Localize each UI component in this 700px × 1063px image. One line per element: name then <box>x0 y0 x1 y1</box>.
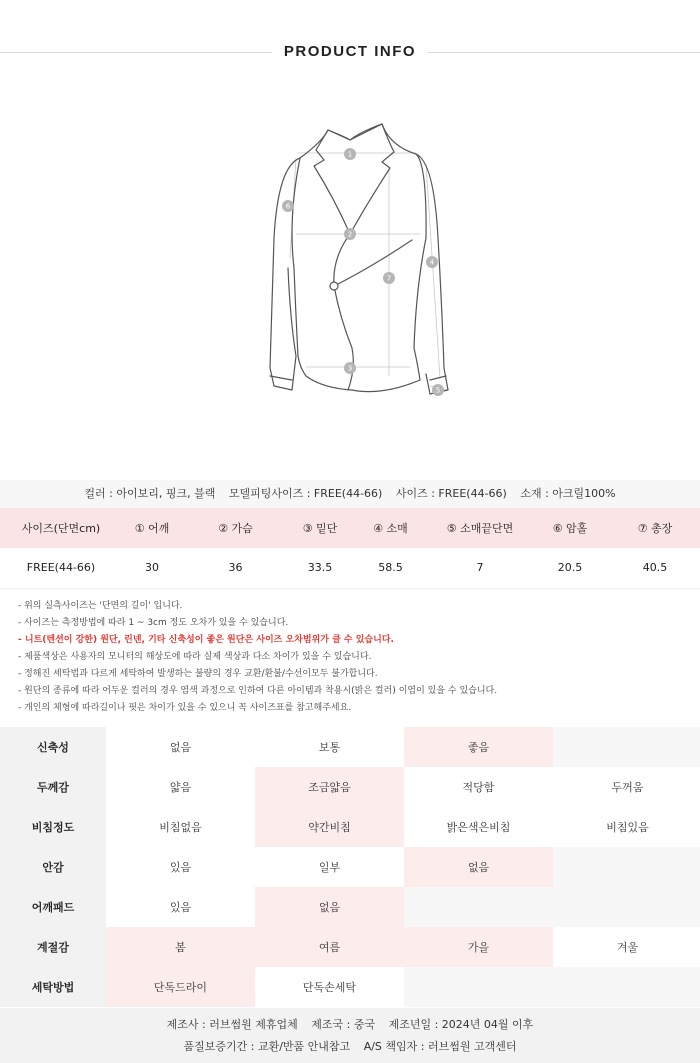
note-item: - 위의 실측사이즈는 '단면의 길이' 입니다. <box>18 601 183 611</box>
attribute-label: 계절감 <box>0 927 106 967</box>
size-table-row <box>0 548 700 588</box>
attribute-option: 보통 <box>318 741 341 754</box>
sleeve-col-header: ④ 소매 <box>351 508 430 548</box>
size-col-header: 사이즈(단면cm) <box>0 508 122 548</box>
product-info-header <box>0 0 700 80</box>
product-summary <box>0 480 700 508</box>
attribute-option: 일부 <box>318 861 341 874</box>
marker-5: 5 <box>435 386 441 395</box>
attribute-row <box>0 927 700 967</box>
attribute-option-selected: 봄 <box>106 927 255 967</box>
attribute-option: 겨울 <box>616 941 639 954</box>
marker-3: 3 <box>347 364 353 373</box>
attribute-option: 단독손세탁 <box>302 981 357 994</box>
attribute-option: 비침없음 <box>159 821 202 834</box>
attribute-option-selected: 없음 <box>404 847 553 887</box>
attribute-row <box>0 807 700 847</box>
attribute-option: 두꺼움 <box>611 781 644 794</box>
attribute-option <box>553 847 700 887</box>
footer-warranty: 품질보증기간 : 교환/반품 안내참고 <box>183 1040 351 1053</box>
summary-color: 컬러 : 아이보리, 핑크, 블랙 <box>84 487 216 500</box>
hem-cell: 33.5 <box>289 548 351 588</box>
attribute-option-selected: 단독드라이 <box>106 967 255 1007</box>
attribute-option: 얇음 <box>169 781 192 794</box>
note-item: - 원단의 종류에 따라 어두운 컬러의 경우 염색 과정으로 인하여 다른 아이템과 착용시(밝은 컬러) 이염이 있을 수 있습니다. <box>18 686 498 696</box>
attribute-option <box>553 967 700 1007</box>
attribute-row <box>0 967 700 1007</box>
attribute-option-selected: 좋음 <box>404 727 553 767</box>
note-item: - 개인의 체형에 따라길이나 핏은 차이가 있을 수 있으니 꼭 사이즈표를 참고해주세요. <box>18 703 352 713</box>
size-table <box>0 508 700 589</box>
length-col-header: ⑦ 총장 <box>610 508 700 548</box>
summary-material: 소재 : 아크릴100% <box>520 487 616 500</box>
attribute-option <box>553 727 700 767</box>
size-cell: FREE(44-66) <box>0 548 122 588</box>
attribute-option: 적당함 <box>462 781 495 794</box>
attribute-option <box>404 967 553 1007</box>
cuff-col-header: ⑤ 소매끝단면 <box>430 508 530 548</box>
attribute-option-selected: 조금얇음 <box>255 767 404 807</box>
marker-4: 4 <box>429 258 435 267</box>
note-item: - 사이즈는 측정방법에 따라 1 ~ 3cm 정도 오차가 있을 수 있습니다. <box>18 618 289 628</box>
attribute-row <box>0 767 700 807</box>
attribute-option-selected: 약간비침 <box>255 807 404 847</box>
attribute-table <box>0 727 700 1007</box>
marker-1: 1 <box>347 150 353 159</box>
attribute-label: 신축성 <box>0 727 106 767</box>
attribute-label: 두께감 <box>0 767 106 807</box>
section-title: PRODUCT INFO <box>283 43 417 60</box>
footer-as: A/S 책임자 : 러브썸원 고객센터 <box>363 1040 517 1053</box>
attribute-label: 비침정도 <box>0 807 106 847</box>
marker-6: 6 <box>285 202 291 211</box>
chest-cell: 36 <box>182 548 289 588</box>
attribute-option: 없음 <box>169 741 192 754</box>
chest-col-header: ② 가슴 <box>182 508 289 548</box>
summary-size: 사이즈 : FREE(44-66) <box>395 487 507 500</box>
footer-line-2 <box>0 1036 700 1058</box>
attribute-option-selected: 여름 <box>255 927 404 967</box>
note-item: - 제품색상은 사용자의 모니터의 해상도에 따라 실제 색상과 다소 차이가 있을 수 있습니다. <box>18 652 372 662</box>
attribute-label: 어깨패드 <box>0 887 106 927</box>
armhole-col-header: ⑥ 암홀 <box>530 508 610 548</box>
footer-country: 제조국 : 중국 <box>311 1018 376 1031</box>
armhole-cell: 20.5 <box>530 548 610 588</box>
attribute-option-selected: 없음 <box>255 887 404 927</box>
attribute-row <box>0 887 700 927</box>
jacket-illustration <box>230 118 470 418</box>
attribute-option <box>553 887 700 927</box>
size-table-header-row <box>0 508 700 548</box>
marker-2: 2 <box>347 230 353 239</box>
attribute-option: 있음 <box>169 861 192 874</box>
attribute-label: 세탁방법 <box>0 967 106 1007</box>
summary-model-size: 모델피팅사이즈 : FREE(44-66) <box>228 487 383 500</box>
cuff-cell: 7 <box>430 548 530 588</box>
attribute-row <box>0 847 700 887</box>
attribute-option: 밝은색은비침 <box>446 821 511 834</box>
shoulder-col-header: ① 어깨 <box>122 508 182 548</box>
length-cell: 40.5 <box>610 548 700 588</box>
attribute-option: 비침있음 <box>606 821 649 834</box>
shoulder-cell: 30 <box>122 548 182 588</box>
hem-col-header: ③ 밑단 <box>289 508 351 548</box>
size-notes <box>18 598 688 717</box>
attribute-option <box>404 887 553 927</box>
footer-date: 제조년일 : 2024년 04월 이후 <box>388 1018 534 1031</box>
footer-maker: 제조사 : 러브썸원 제휴업체 <box>166 1018 298 1031</box>
marker-7: 7 <box>386 274 392 283</box>
footer-line-1 <box>0 1014 700 1036</box>
sleeve-cell: 58.5 <box>351 548 430 588</box>
attribute-option: 있음 <box>169 901 192 914</box>
attribute-label: 안감 <box>0 847 106 887</box>
note-item-warning: - 니트(텐션이 강한) 원단, 린넨, 기타 신축성이 좋은 원단은 사이즈 오차범위가 클 수 있습니다. <box>18 635 394 645</box>
attribute-option-selected: 가을 <box>404 927 553 967</box>
attribute-row <box>0 727 700 767</box>
note-item: - 정해진 세탁법과 다르게 세탁하여 발생하는 불량의 경우 교환/환불/수선이모두 불가합니다. <box>18 669 378 679</box>
product-footer <box>0 1008 700 1063</box>
header-divider-right <box>428 52 700 53</box>
